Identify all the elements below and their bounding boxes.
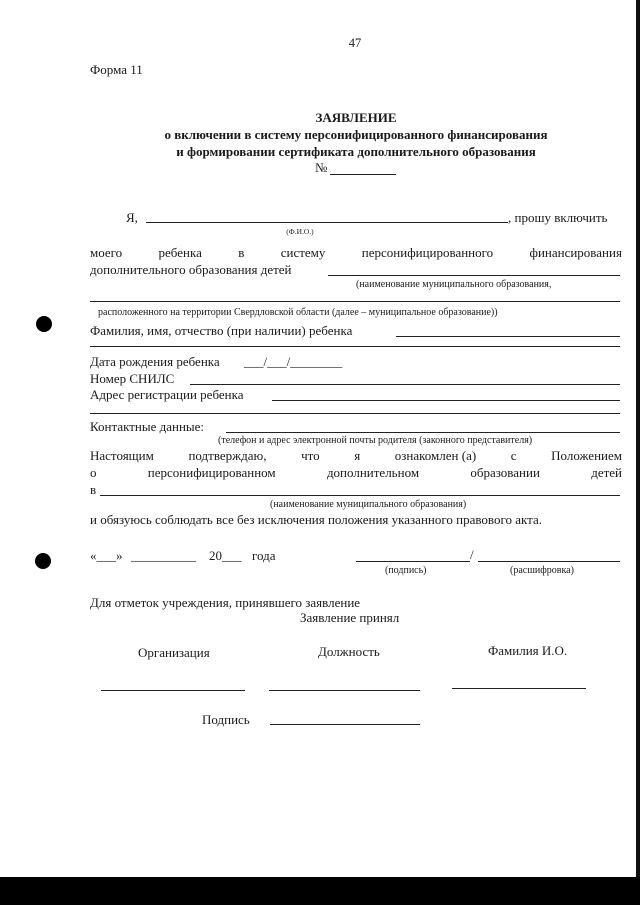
child-name-blank: [396, 336, 620, 337]
municipality-blank: [328, 275, 620, 276]
number-blank: [330, 174, 396, 175]
birth-date-label: Дата рождения ребенка: [90, 354, 220, 369]
form-label: Форма 11: [90, 62, 143, 77]
regulation-line: о персонифицированном дополнительном образовании детей: [90, 465, 622, 480]
municipality-blank-2: [90, 301, 620, 302]
date-day: «___»: [90, 548, 123, 563]
binder-hole-top: [36, 316, 52, 332]
column-organization: Организация: [138, 645, 210, 660]
dop-education-label: дополнительного образования детей: [90, 262, 292, 277]
in-label: в: [90, 482, 97, 497]
date-year: 20___: [209, 548, 242, 563]
municipal-hint-2: расположенного на территории Свердловской области (далее – муниципальное образование)): [98, 307, 498, 318]
document-subtitle-1: о включении в систему персонифицированного финансирования: [164, 127, 548, 142]
decoding-blank: [478, 561, 620, 562]
name-blank: [452, 688, 586, 689]
decoding-hint: (расшифровка): [510, 565, 574, 576]
signature-label: Подпись: [202, 712, 250, 727]
date-month: __________: [131, 548, 196, 563]
position-blank: [269, 690, 420, 691]
snils-blank: [190, 384, 620, 385]
snils-label: Номер СНИЛС: [90, 371, 175, 386]
contacts-hint: (телефон и адрес электронной почты родителя (законного представителя): [218, 435, 533, 446]
signature-blank: [356, 561, 470, 562]
municipal-name-hint: (наименование муниципального образования): [270, 499, 467, 510]
applicant-suffix: , прошу включить: [508, 210, 608, 225]
applicant-fio-blank: [146, 222, 508, 223]
scan-border-right: [636, 0, 640, 905]
contacts-blank: [226, 432, 620, 433]
municipal-hint-1: (наименование муниципального образования,: [356, 279, 552, 290]
accepted-label: Заявление принял: [300, 610, 400, 625]
contacts-label: Контактные данные:: [90, 419, 205, 434]
signature-slash: /: [470, 547, 474, 562]
institution-signature-blank: [270, 724, 420, 725]
system-line: моего ребенка в систему персонифицированного финансирования: [90, 245, 622, 260]
fio-hint: (Ф.И.О.): [286, 227, 314, 236]
child-name-blank-2: [90, 346, 620, 347]
institution-note: Для отметок учреждения, принявшего заявление: [90, 595, 361, 610]
address-label: Адрес регистрации ребенка: [90, 387, 244, 402]
document-title: ЗАЯВЛЕНИЕ: [315, 110, 397, 125]
confirm-line: Настоящим подтверждаю, что я ознакомлен (а) с Положением: [90, 448, 622, 463]
column-name: Фамилия И.О.: [488, 643, 568, 658]
organization-blank: [101, 690, 245, 691]
child-name-label: Фамилия, имя, отчество (при наличии) ребенка: [90, 323, 353, 338]
birth-date-blank: ___/___/________: [244, 354, 343, 369]
binder-hole-bottom: [35, 553, 51, 569]
scan-border-bottom: [0, 877, 640, 905]
date-year-word: года: [252, 548, 276, 563]
applicant-prefix: Я,: [126, 210, 138, 225]
page-number: 47: [348, 36, 362, 50]
municipal-name-blank: [100, 495, 620, 496]
column-position: Должность: [318, 644, 380, 659]
address-blank-2: [90, 413, 620, 414]
address-blank: [272, 400, 620, 401]
obligation-text: и обязуюсь соблюдать все без исключения положения указанного правового акта.: [90, 512, 542, 527]
signature-hint: (подпись): [385, 565, 427, 576]
document-subtitle-2: и формировании сертификата дополнительного образования: [176, 144, 536, 159]
number-label: №: [315, 160, 328, 175]
